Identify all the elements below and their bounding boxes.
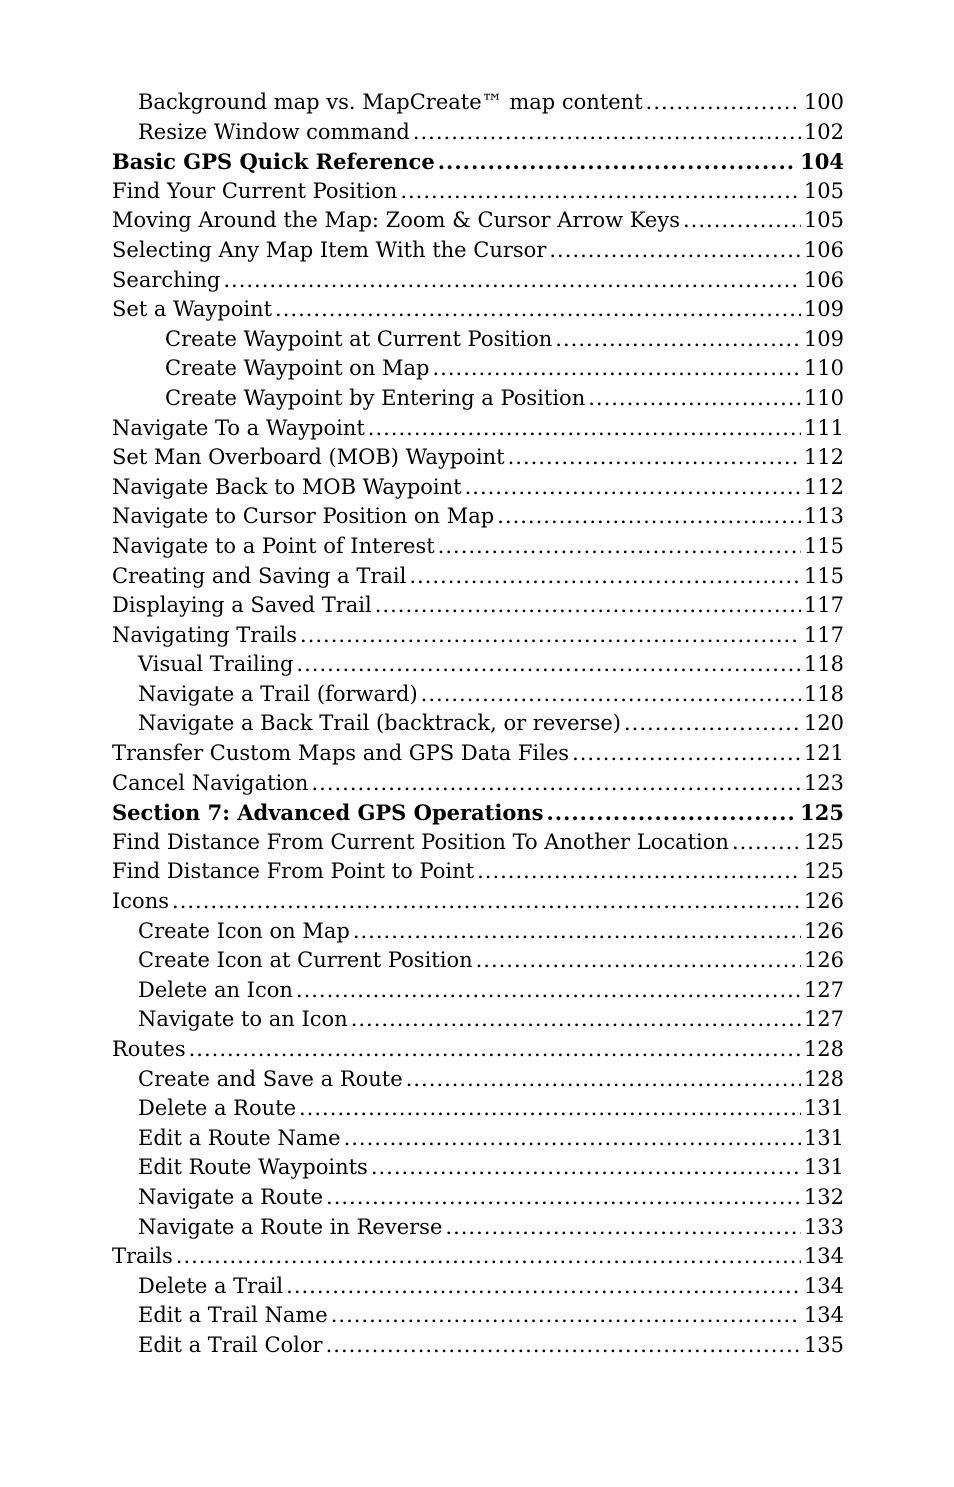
toc-dot-leader [176, 1242, 801, 1272]
table-of-contents [112, 88, 844, 1361]
toc-entry[interactable] [112, 502, 844, 532]
toc-entry-title: Set a Waypoint [112, 297, 273, 322]
toc-entry-title: Cancel Navigation [112, 770, 309, 795]
toc-entry-page-number: 128 [803, 1066, 844, 1091]
toc-entry-title: Moving Around the Map: Zoom & Cursor Arrow Keys [112, 208, 680, 233]
toc-entry-page-number: 113 [803, 504, 844, 529]
toc-entry-title: Selecting Any Map Item With the Cursor [112, 237, 547, 262]
toc-entry-page-number: 118 [803, 652, 844, 677]
toc-entry[interactable] [112, 562, 844, 592]
toc-entry-page-number: 120 [803, 711, 844, 736]
toc-dot-leader [189, 1035, 801, 1065]
toc-dot-leader [413, 118, 801, 148]
toc-entry-page-number: 111 [803, 415, 844, 440]
toc-dot-leader [286, 1272, 801, 1302]
toc-entry-page-number: 105 [803, 178, 844, 203]
toc-entry[interactable] [112, 591, 844, 621]
toc-entry-title: Trails [112, 1244, 173, 1269]
toc-entry-title: Transfer Custom Maps and GPS Data Files [112, 741, 570, 766]
toc-dot-leader [624, 709, 801, 739]
toc-entry[interactable] [112, 88, 844, 118]
toc-entry-page-number: 118 [803, 681, 844, 706]
toc-dot-leader [300, 621, 801, 651]
toc-entry-page-number: 117 [803, 622, 844, 647]
toc-entry-page-number: 105 [803, 208, 844, 233]
toc-dot-leader [646, 88, 801, 118]
toc-entry[interactable] [112, 325, 844, 355]
toc-entry-title: Icons [112, 889, 170, 914]
toc-entry-page-number: 112 [803, 474, 844, 499]
toc-entry-title: Delete a Route [138, 1096, 296, 1121]
toc-entry-page-number: 112 [803, 445, 844, 470]
toc-entry[interactable] [112, 1005, 844, 1035]
toc-entry-page-number: 134 [803, 1273, 844, 1298]
toc-entry-page-number: 131 [803, 1096, 844, 1121]
toc-entry-page-number: 109 [803, 297, 844, 322]
toc-entry-page-number: 117 [803, 593, 844, 618]
toc-entry[interactable] [112, 621, 844, 651]
toc-entry[interactable] [112, 917, 844, 947]
toc-entry[interactable] [112, 798, 844, 828]
toc-entry[interactable] [112, 1272, 844, 1302]
toc-entry-page-number: 131 [803, 1155, 844, 1180]
toc-entry[interactable] [112, 118, 844, 148]
toc-dot-leader [508, 443, 801, 473]
toc-entry-page-number: 125 [803, 859, 844, 884]
toc-entry-title: Create Icon on Map [138, 918, 350, 943]
toc-dot-leader [368, 414, 801, 444]
toc-dot-leader [351, 1005, 801, 1035]
toc-entry-title: Navigating Trails [112, 622, 298, 647]
toc-entry-title: Navigate to an Icon [138, 1007, 348, 1032]
toc-dot-leader [344, 1124, 801, 1154]
toc-entry-page-number: 115 [803, 533, 844, 558]
toc-entry-page-number: 109 [803, 326, 844, 351]
toc-entry[interactable] [112, 680, 844, 710]
toc-entry[interactable] [112, 384, 844, 414]
toc-entry[interactable] [112, 1331, 844, 1361]
toc-entry[interactable] [112, 828, 844, 858]
toc-dot-leader [732, 828, 801, 858]
toc-dot-leader [296, 976, 801, 1006]
toc-dot-leader [371, 1153, 801, 1183]
toc-entry-page-number: 134 [803, 1244, 844, 1269]
toc-entry-title: Find Your Current Position [112, 178, 398, 203]
toc-dot-leader [683, 206, 801, 236]
toc-entry[interactable] [112, 1035, 844, 1065]
toc-dot-leader [588, 384, 801, 414]
toc-entry-title: Background map vs. MapCreate™ map content [138, 90, 643, 114]
toc-entry[interactable] [112, 1065, 844, 1095]
toc-entry-page-number: 106 [803, 237, 844, 262]
toc-entry-title: Set Man Overboard (MOB) Waypoint [112, 445, 505, 470]
toc-dot-leader [223, 266, 801, 296]
toc-dot-leader [296, 650, 800, 680]
toc-entry-page-number: 121 [803, 741, 844, 766]
toc-entry[interactable] [112, 769, 844, 799]
toc-entry-page-number: 102 [803, 119, 844, 144]
toc-entry-title: Navigate to Cursor Position on Map [112, 504, 495, 529]
toc-entry-title: Navigate to a Point of Interest [112, 533, 435, 558]
toc-entry-page-number: 115 [803, 563, 844, 588]
toc-entry-page-number: 127 [803, 977, 844, 1002]
toc-dot-leader [572, 739, 801, 769]
toc-entry-title: Resize Window command [138, 119, 410, 144]
toc-dot-leader [549, 236, 801, 266]
toc-entry[interactable] [112, 295, 844, 325]
toc-entry-title: Find Distance From Point to Point [112, 859, 475, 884]
toc-entry-title: Searching [112, 267, 221, 292]
toc-entry-title: Navigate a Route [138, 1184, 324, 1209]
toc-entry[interactable] [112, 1301, 844, 1331]
toc-entry-title: Navigate a Route in Reverse [138, 1214, 443, 1239]
toc-entry-page-number: 128 [803, 1037, 844, 1061]
toc-entry-page-number: 133 [803, 1214, 844, 1239]
toc-entry-title: Navigate a Back Trail (backtrack, or reverse) [138, 711, 621, 736]
toc-entry-title: Navigate a Trail (forward) [138, 681, 418, 706]
toc-dot-leader [476, 946, 801, 976]
toc-entry-page-number: 110 [803, 385, 844, 410]
toc-entry[interactable] [112, 709, 844, 739]
toc-entry-title: Edit a Trail Name [138, 1303, 328, 1328]
toc-entry[interactable] [112, 1094, 844, 1124]
toc-dot-leader [546, 798, 797, 828]
toc-entry-page-number: 134 [803, 1303, 844, 1328]
toc-entry[interactable] [112, 266, 844, 296]
toc-entry-page-number: 127 [803, 1007, 844, 1032]
toc-dot-leader [299, 1094, 801, 1124]
toc-dot-leader [497, 502, 801, 532]
toc-entry-title: Create Icon at Current Position [138, 948, 473, 973]
toc-entry-page-number: 126 [803, 918, 844, 943]
toc-entry[interactable] [112, 206, 844, 236]
toc-entry-page-number: 106 [803, 267, 844, 292]
toc-dot-leader [275, 295, 801, 325]
toc-entry-page-number: 123 [803, 770, 844, 795]
toc-dot-leader [406, 1065, 801, 1095]
toc-entry-page-number: 131 [803, 1125, 844, 1150]
toc-dot-leader [326, 1331, 801, 1361]
toc-entry-page-number: 104 [800, 149, 844, 175]
toc-entry-title: Creating and Saving a Trail [112, 563, 407, 588]
toc-entry-title: Edit Route Waypoints [138, 1155, 368, 1180]
toc-entry-title: Create Waypoint by Entering a Position [165, 385, 586, 410]
toc-dot-leader [409, 562, 801, 592]
toc-entry-title: Create and Save a Route [138, 1066, 403, 1091]
toc-entry-title: Visual Trailing [138, 652, 294, 677]
toc-entry[interactable] [112, 147, 844, 177]
toc-entry-title: Create Waypoint at Current Position [165, 326, 553, 351]
toc-entry-title: Navigate Back to MOB Waypoint [112, 474, 462, 499]
toc-entry[interactable] [112, 857, 844, 887]
toc-entry-page-number: 125 [800, 800, 844, 826]
toc-dot-leader [353, 917, 801, 947]
toc-dot-leader [421, 680, 801, 710]
toc-entry[interactable] [112, 443, 844, 473]
toc-dot-leader [555, 325, 801, 355]
toc-entry-title: Basic GPS Quick Reference [112, 149, 435, 175]
toc-entry[interactable] [112, 976, 844, 1006]
toc-entry-title: Edit a Route Name [138, 1125, 341, 1150]
toc-dot-leader [331, 1301, 801, 1331]
toc-entry[interactable] [112, 1153, 844, 1183]
toc-entry-title: Delete an Icon [138, 977, 293, 1002]
toc-dot-leader [311, 769, 800, 799]
toc-dot-leader [438, 147, 797, 177]
toc-entry[interactable] [112, 887, 844, 917]
toc-entry[interactable] [112, 236, 844, 266]
toc-entry[interactable] [112, 650, 844, 680]
toc-dot-leader [172, 887, 801, 917]
toc-entry[interactable] [112, 1213, 844, 1243]
toc-dot-leader [477, 857, 801, 887]
toc-dot-leader [400, 177, 801, 207]
toc-entry[interactable] [112, 1242, 844, 1272]
toc-entry-title: Delete a Trail [138, 1273, 284, 1298]
toc-entry-title: Edit a Trail Color [138, 1332, 323, 1357]
toc-entry-title: Navigate To a Waypoint [112, 415, 365, 440]
toc-entry-title: Routes [112, 1037, 186, 1061]
toc-dot-leader [326, 1183, 801, 1213]
toc-dot-leader [433, 354, 801, 384]
toc-entry-title: Find Distance From Current Position To Another Location [112, 829, 729, 854]
toc-entry-page-number: 110 [803, 356, 844, 381]
toc-entry[interactable] [112, 739, 844, 769]
toc-entry-page-number: 135 [803, 1332, 844, 1357]
toc-entry-page-number: 100 [803, 90, 844, 114]
toc-dot-leader [445, 1213, 801, 1243]
toc-entry-title: Section 7: Advanced GPS Operations [112, 800, 544, 826]
toc-entry[interactable] [112, 946, 844, 976]
toc-entry-page-number: 126 [803, 889, 844, 914]
toc-entry-page-number: 126 [803, 948, 844, 973]
toc-entry[interactable] [112, 473, 844, 503]
toc-dot-leader [465, 473, 801, 503]
toc-entry[interactable] [112, 532, 844, 562]
toc-entry[interactable] [112, 1183, 844, 1213]
toc-dot-leader [438, 532, 801, 562]
toc-entry[interactable] [112, 354, 844, 384]
toc-dot-leader [375, 591, 801, 621]
toc-entry-page-number: 125 [803, 829, 844, 854]
toc-entry-page-number: 132 [803, 1184, 844, 1209]
toc-entry[interactable] [112, 414, 844, 444]
toc-entry-title: Create Waypoint on Map [165, 356, 430, 381]
toc-entry-title: Displaying a Saved Trail [112, 593, 372, 618]
toc-entry[interactable] [112, 177, 844, 207]
toc-entry[interactable] [112, 1124, 844, 1154]
